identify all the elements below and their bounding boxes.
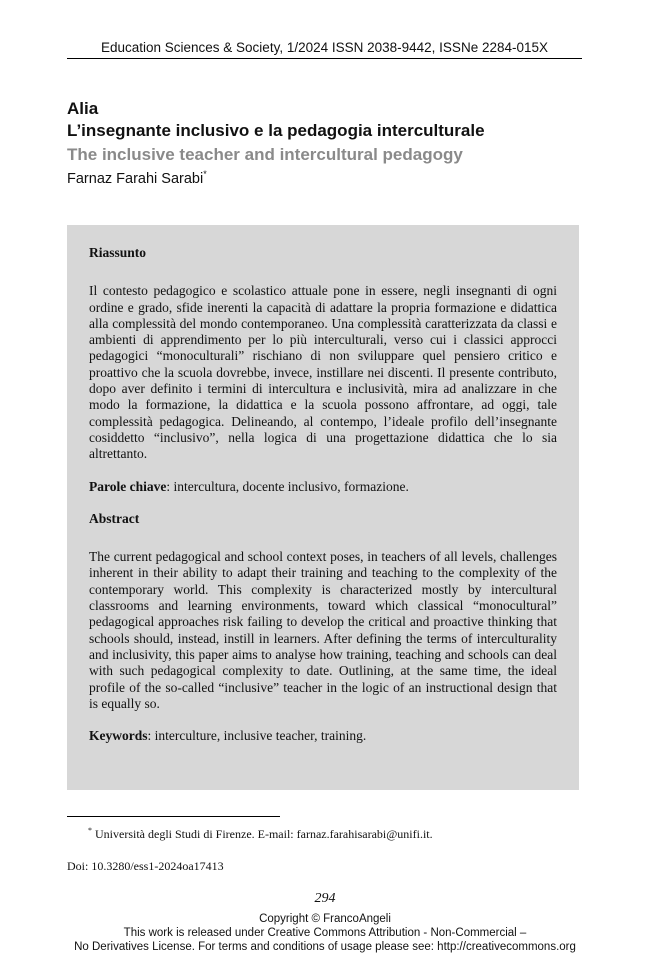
article-title-english: The inclusive teacher and intercultural pedagogy: [67, 145, 463, 164]
section-label: Alia: [67, 99, 99, 118]
author-name: Farnaz Farahi Sarabi: [67, 170, 204, 187]
page-number: 294: [314, 891, 336, 906]
parole-chiave: [89, 479, 557, 495]
author-footnote: [88, 826, 433, 842]
footnote-divider: [67, 816, 280, 817]
abstract-heading: Abstract: [89, 510, 140, 526]
riassunto-heading: Riassunto: [89, 245, 147, 260]
abstract-box: [67, 225, 579, 790]
parole-chiave-text: : intercultura, docente inclusivo, formazione.: [166, 478, 409, 494]
footnote-text: Università degli Studi di Firenze. E-mail: farnaz.farahisarabi@unifi.it.: [92, 827, 433, 841]
author-footnote-mark: *: [203, 169, 207, 179]
copyright-line-1: Copyright © FrancoAngeli: [259, 913, 391, 925]
parole-chiave-label: Parole chiave: [89, 478, 167, 494]
copyright-line-2: This work is released under Creative Commons Attribution - Non-Commercial –: [123, 927, 527, 939]
riassunto-text: Il contesto pedagogico e scolastico attuale pone in essere, negli insegnanti di ogni ordine e grado, sfide inerenti la capacità di adattare la propria formazione e didattica alla complessità del mondo contemporaneo. Una complessità caratterizzata da classi e ambienti di apprendimento per lo più interculturali, verso cui i classici approcci pedagogici “monoculturali” rischiano di non sviluppare quel pensiero critico e proattivo che la scuola dovrebbe, invece, instillare nei discenti. Il presente contributo, dopo aver definito i termini di intercultura e inclusività, mira ad analizzare in che modo la formazione, la didattica e la scuola possono affrontare, ad oggi, tale complessità pedagogica. Delineando, al contempo, l’ideale profilo dell’insegnante cosiddetto “inclusivo”, nella logica di una progettazione didattica che lo sia altrettanto.: [89, 283, 557, 462]
article-title-italian: L’insegnante inclusivo e la pedagogia interculturale: [67, 121, 485, 140]
journal-header: Education Sciences & Society, 1/2024 ISSN 2038-9442, ISSNe 2284-015X: [67, 40, 582, 59]
keywords-label: Keywords: [89, 728, 148, 744]
footnote-mark: *: [88, 826, 92, 835]
copyright-notice: [0, 912, 650, 954]
doi: Doi: 10.3280/ess1-2024oa17413: [67, 859, 224, 873]
keywords: [89, 728, 557, 744]
author-line: [67, 169, 207, 187]
keywords-text: : interculture, inclusive teacher, training.: [147, 728, 367, 744]
abstract-text: The current pedagogical and school context poses, in teachers of all levels, challenges inherent in their ability to adapt their training and teaching to the complexity of the contemporary world. This complexity is characterized mostly by intercultural classrooms and learning environments, toward which classical “monocultural” pedagogical approaches risk failing to develop the critical and proactive thinking that schools should, instead, instill in learners. After defining the terms of interculturality and inclusivity, this paper aims to analyse how training, teaching and schools can deal with such pedagogical complexity to date. Outlining, at the same time, the ideal profile of the so-called “inclusive” teacher in the logic of an instructional design that is equally so.: [89, 549, 557, 711]
copyright-line-3: No Derivatives License. For terms and conditions of usage please see: http://creativecommons.org: [74, 941, 576, 953]
